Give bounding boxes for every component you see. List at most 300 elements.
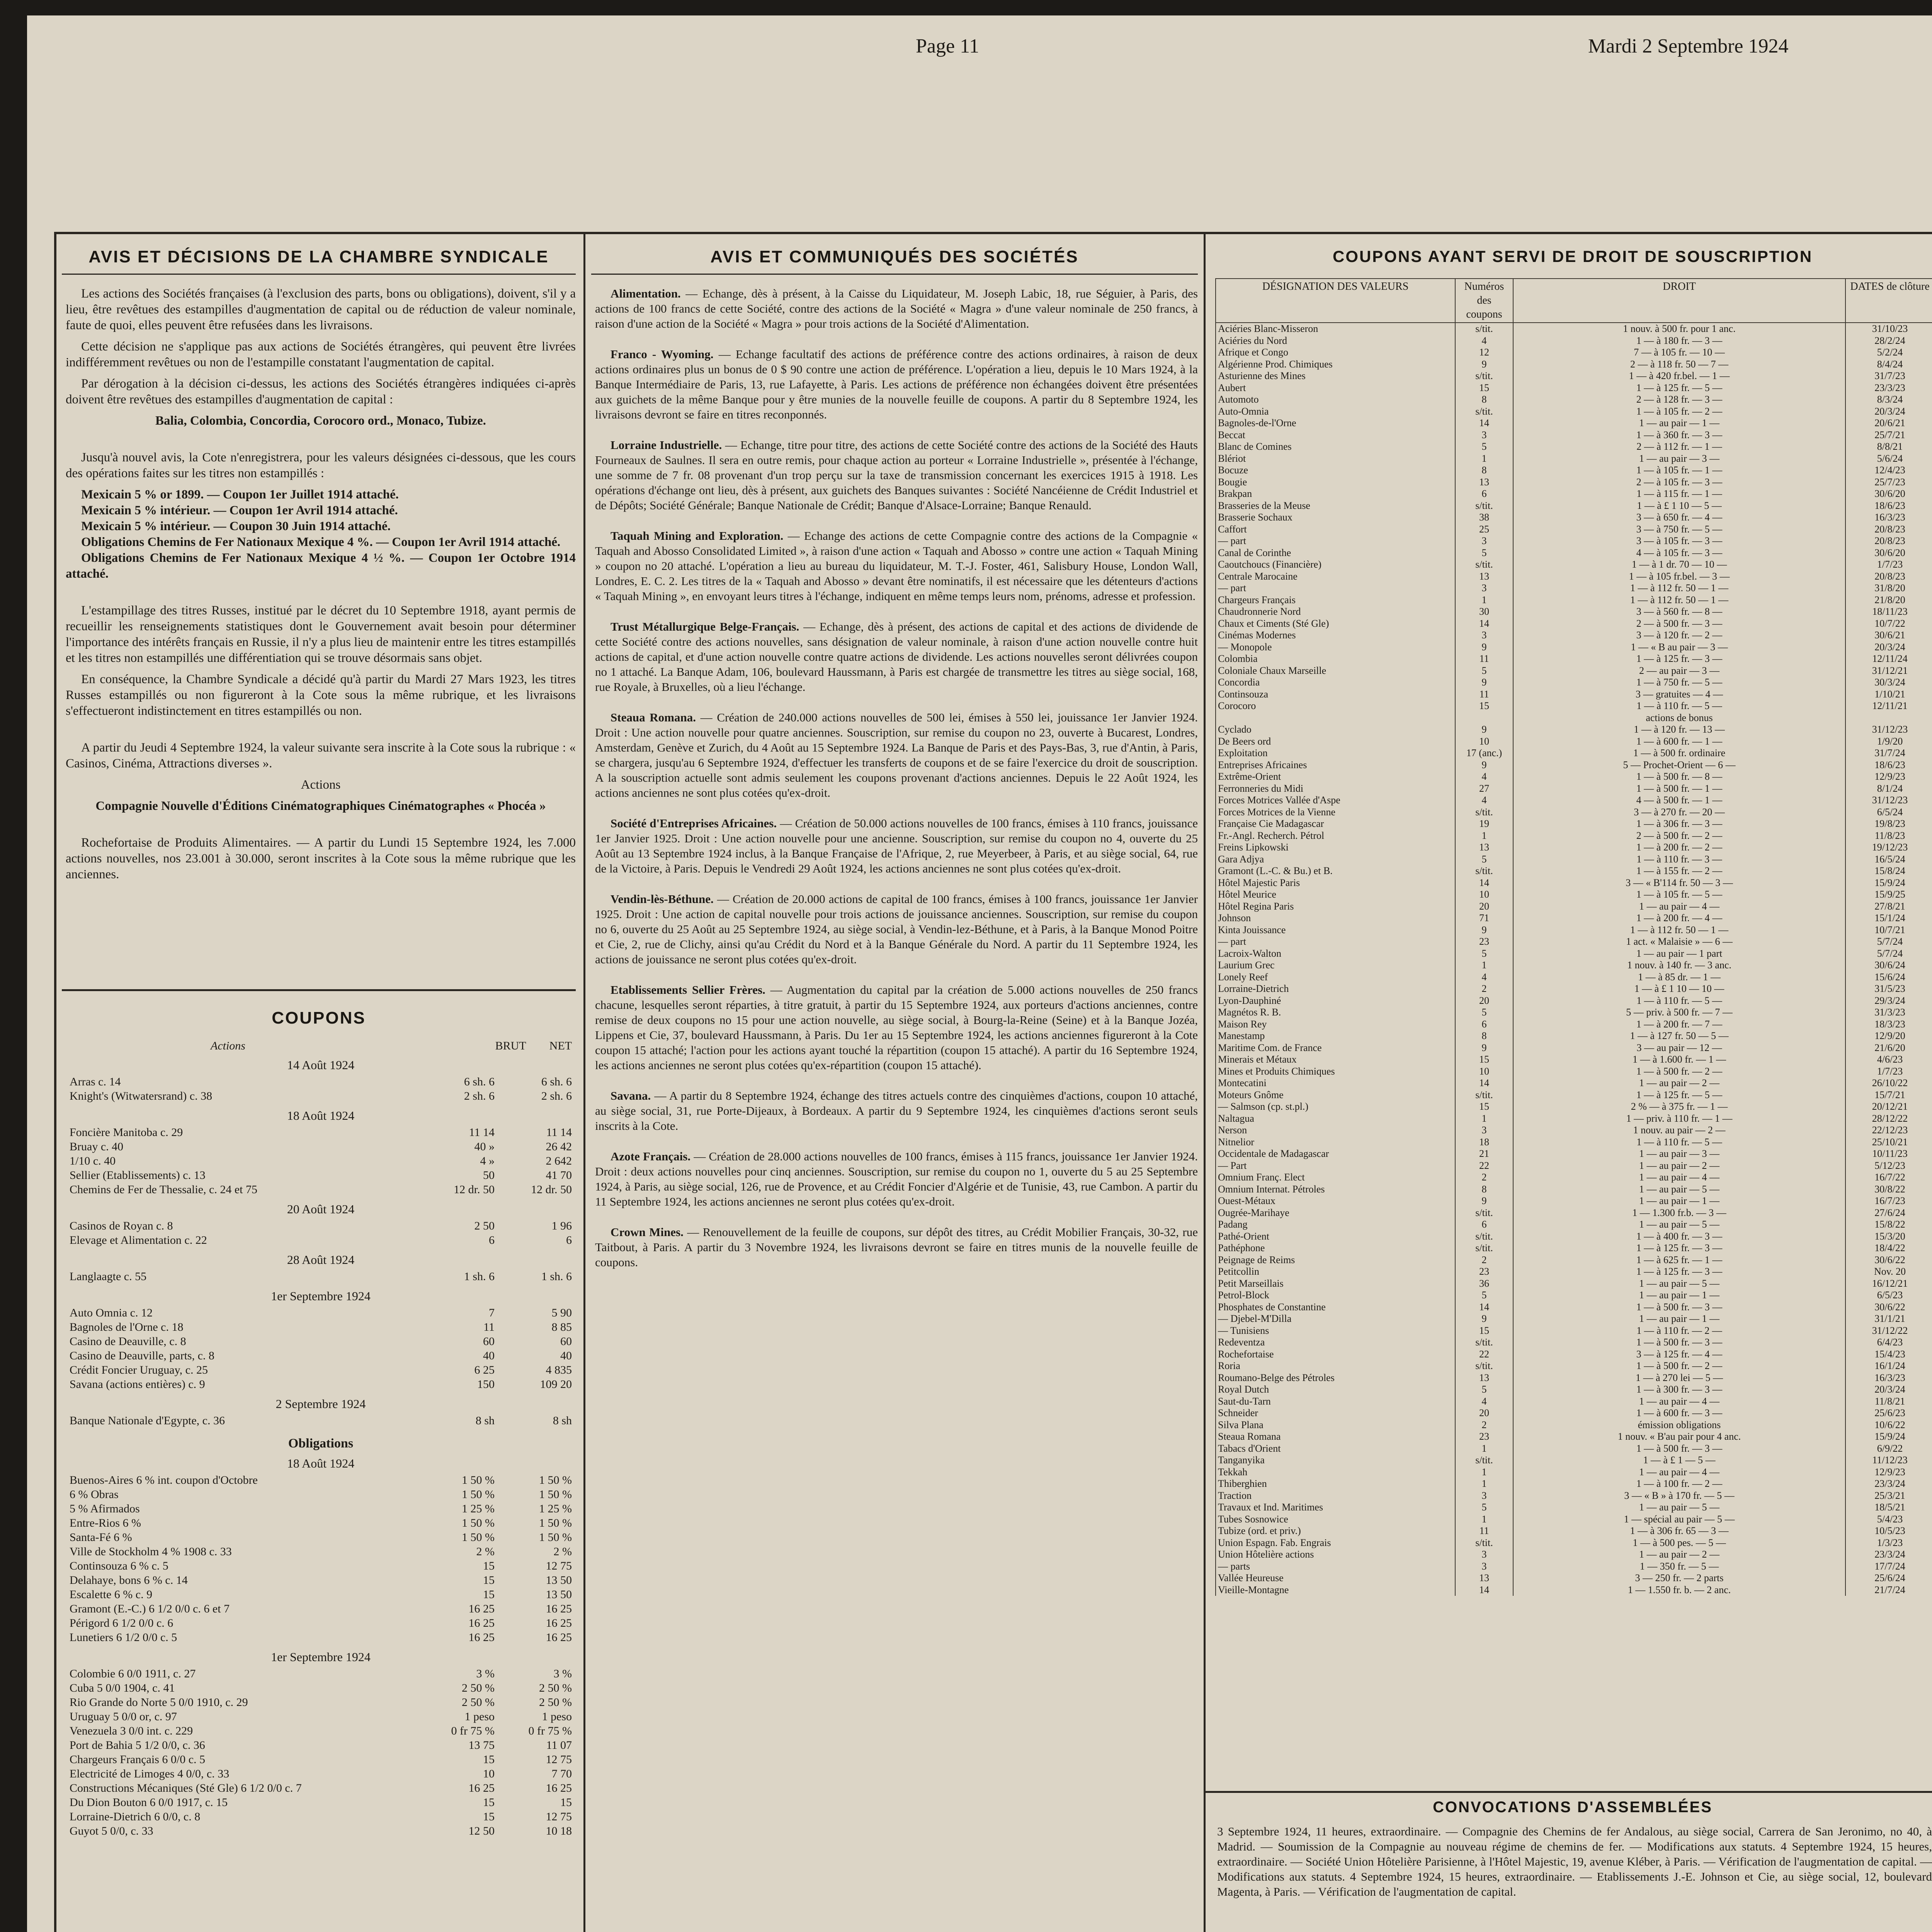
coupon-net: 2 50 % [539, 1696, 572, 1709]
souscr-droit: 1 — à 500 fr. ordinaire [1513, 747, 1845, 759]
souscr-num: 22 [1455, 1349, 1513, 1361]
souscr-row [1216, 1372, 1932, 1384]
coupon-brut: 50 [483, 1169, 495, 1182]
souscr-droit: 1 act. « Malaisie » — 6 — [1513, 936, 1845, 948]
coupon-name: Continsouza 6 % c. 5 [70, 1560, 168, 1572]
souscr-num: 13 [1455, 1572, 1513, 1584]
souscr-droit: 1 — au pair — 2 — [1513, 1549, 1845, 1561]
coupon-name: Cuba 5 0/0 1904, c. 41 [70, 1682, 175, 1694]
souscr-droit: 1 — à £ 1 10 — 5 — [1513, 500, 1845, 512]
souscr-date: 16/7/23 [1845, 1195, 1932, 1207]
coupon-net: 12 75 [546, 1810, 572, 1823]
comm-item-text: — Création de 28.000 actions nouvelles de 100 francs, émises à 115 francs, jouissance 1er Janvier 1924. Droit : deux actions nouvelles pour cinq anciennes. Souscription, sur remise du coupon no 1, ouverte du 5 au 25 Septembre 1924, à Paris, au siège social, 126, rue de Provence, et au Crédit Foncier d'Algérie et de Tunisie, 43, rue Cambon. A partir du 11 Septembre 1924, les actions anciennes ne seront plus cotées qu'ex-droit. [595, 1150, 1198, 1208]
souscr-date: 5/7/24 [1845, 948, 1932, 960]
souscr-droit: 1 — au pair — 5 — [1513, 1184, 1845, 1196]
avis-mex-0: Mexicain 5 % or 1899. — Coupon 1er Juillet 1914 attaché. [81, 488, 399, 502]
souscr-name: Aciéries du Nord [1216, 335, 1455, 347]
souscr-row [1216, 1561, 1932, 1573]
souscr-droit: 1 — à 112 fr. 50 — 1 — [1513, 594, 1845, 606]
souscr-date: 31/5/23 [1845, 983, 1932, 995]
souscr-name: Française Cie Madagascar [1216, 818, 1455, 830]
souscr-row [1216, 1077, 1932, 1089]
souscr-name: — Monopole [1216, 641, 1455, 653]
coupon-name: Knight's (Witwatersrand) c. 38 [70, 1090, 213, 1102]
souscr-name: Silva Plana [1216, 1419, 1455, 1431]
souscr-date: 15/9/25 [1845, 889, 1932, 901]
souscr-name: Occidentale de Madagascar [1216, 1148, 1455, 1160]
coupon-brut: 2 sh. 6 [464, 1090, 495, 1102]
souscr-row [1216, 347, 1932, 359]
souscr-droit: 1 nouv. à 140 fr. — 3 anc. [1513, 959, 1845, 971]
souscr-droit: 1 — à 1.600 fr. — 1 — [1513, 1054, 1845, 1066]
coupon-net: 11 14 [546, 1126, 572, 1139]
souscr-droit: 2 — à 112 fr. — 1 — [1513, 441, 1845, 453]
souscr-row [1216, 1419, 1932, 1431]
souscr-row [1216, 1136, 1932, 1148]
souscr-row [1216, 771, 1932, 783]
coupon-row [70, 1824, 572, 1838]
coupon-row [70, 1573, 572, 1587]
coupon-brut: 1 sh. 6 [464, 1270, 495, 1283]
souscr-droit: 7 — à 105 fr. — 10 — [1513, 347, 1845, 359]
page-date: Mardi 2 Septembre 1924 [1588, 35, 1789, 57]
souscr-date: 20/8/23 [1845, 535, 1932, 547]
souscr-name: Beccat [1216, 429, 1455, 441]
coupon-brut: 15 [483, 1588, 495, 1601]
souscr-droit: 1 — à 120 fr. — 13 — [1513, 724, 1845, 736]
souscr-row [1216, 665, 1932, 677]
souscr-num: 1 [1455, 594, 1513, 606]
souscr-date: 10/11/23 [1845, 1148, 1932, 1160]
coupon-net: 12 dr. 50 [531, 1183, 572, 1196]
souscr-num: s/tit. [1455, 865, 1513, 877]
coupon-net: 2 642 [546, 1155, 572, 1167]
comm-item-heading: Azote Français. [611, 1150, 691, 1163]
souscr-name: — part [1216, 936, 1455, 948]
souscr-row [1216, 359, 1932, 371]
souscr-num: 18 [1455, 1136, 1513, 1148]
souscr-num: 3 [1455, 1490, 1513, 1502]
coupon-name: Santa-Fé 6 % [70, 1531, 132, 1544]
souscr-droit: 1 — à 180 fr. — 3 — [1513, 335, 1845, 347]
souscr-name: Vallée Heureuse [1216, 1572, 1455, 1584]
coupon-name: Auto Omnia c. 12 [70, 1306, 153, 1319]
souscr-num: 14 [1455, 1584, 1513, 1596]
coupon-row [70, 1738, 572, 1752]
souscr-droit: 1 — au pair — 4 — [1513, 901, 1845, 913]
souscr-num: s/tit. [1455, 370, 1513, 382]
comm-item-heading: Savana. [611, 1089, 651, 1102]
souscr-num: 9 [1455, 1042, 1513, 1054]
souscr-date: 30/6/22 [1845, 1254, 1932, 1266]
souscr-row [1216, 936, 1932, 948]
coupon-brut: 2 50 % [462, 1682, 495, 1694]
coupon-row [70, 1587, 572, 1602]
souscr-date: 15/8/22 [1845, 1219, 1932, 1231]
souscr-num: 11 [1455, 689, 1513, 701]
souscr-row [1216, 524, 1932, 536]
souscr-row [1216, 453, 1932, 465]
souscr-droit: 1 — 350 fr. — 5 — [1513, 1561, 1845, 1573]
souscr-name: Entreprises Africaines [1216, 759, 1455, 771]
souscr-droit: 1 — à 155 fr. — 2 — [1513, 865, 1845, 877]
souscr-row [1216, 500, 1932, 512]
coupon-name: Port de Bahia 5 1/2 0/0, c. 36 [70, 1739, 205, 1752]
souscr-row [1216, 1042, 1932, 1054]
souscr-num: 5 [1455, 854, 1513, 866]
souscr-num: 9 [1455, 759, 1513, 771]
souscr-date: 23/3/23 [1845, 382, 1932, 394]
souscr-date: 6/4/23 [1845, 1337, 1932, 1349]
comm-item [595, 286, 1198, 331]
souscr-num: 1 [1455, 830, 1513, 842]
souscr-name: De Beers ord [1216, 736, 1455, 748]
souscr-num: s/tit. [1455, 806, 1513, 818]
souscr-droit: 4 — à 500 fr. — 1 — [1513, 794, 1845, 806]
souscr-name: Pathéphone [1216, 1242, 1455, 1254]
coupon-name: Arras c. 14 [70, 1075, 121, 1088]
coupon-name: Elevage et Alimentation c. 22 [70, 1234, 207, 1247]
souscr-name: Bocuze [1216, 464, 1455, 476]
coupons-actions-label: Actions [211, 1039, 245, 1052]
souscr-num: 5 [1455, 1007, 1513, 1019]
souscr-date: 23/3/24 [1845, 1478, 1932, 1490]
souscr-row [1216, 1219, 1932, 1231]
souscr-row [1216, 406, 1932, 418]
coupon-net: 4 835 [546, 1364, 572, 1376]
souscr-num: s/tit. [1455, 1231, 1513, 1243]
souscr-num: 6 [1455, 488, 1513, 500]
souscr-date: 16/12/21 [1845, 1278, 1932, 1290]
souscr-date: 11/12/23 [1845, 1454, 1932, 1466]
souscr-date: 23/3/24 [1845, 1549, 1932, 1561]
coupon-name: Foncière Manitoba c. 29 [70, 1126, 183, 1139]
souscr-row [1216, 1325, 1932, 1337]
souscr-date: 1/3/23 [1845, 1537, 1932, 1549]
souscr-name: Omnium Internat. Pétroles [1216, 1184, 1455, 1196]
comm-item-heading: Crown Mines. [611, 1225, 684, 1239]
souscr-droit: 1 — à 125 fr. — 3 — [1513, 653, 1845, 665]
coupon-name: Venezuela 3 0/0 int. c. 229 [70, 1725, 193, 1737]
coupon-row [70, 1681, 572, 1695]
souscr-name: Laurium Grec [1216, 959, 1455, 971]
souscr-name: — Djebel-M'Dilla [1216, 1313, 1455, 1325]
coupon-brut: 1 25 % [462, 1502, 495, 1515]
souscr-droit: 1 — au pair — 1 — [1513, 1195, 1845, 1207]
coupon-row [70, 1320, 572, 1334]
souscr-date: 31/12/23 [1845, 724, 1932, 736]
souscr-droit: 1 — à 500 fr. — 8 — [1513, 771, 1845, 783]
avis-p3b: Balia, Colombia, Concordia, Corocoro ord., Monaco, Tubize. [155, 414, 486, 428]
souscr-row [1216, 1019, 1932, 1031]
coupon-brut: 40 » [474, 1140, 495, 1153]
souscr-num: 12 [1455, 347, 1513, 359]
souscr-num: 20 [1455, 1407, 1513, 1419]
souscr-date: 20/8/23 [1845, 524, 1932, 536]
souscr-row [1216, 1242, 1932, 1254]
souscr-row [1216, 1490, 1932, 1502]
coupon-net: 1 50 % [539, 1531, 572, 1544]
souscr-num: 9 [1455, 1313, 1513, 1325]
souscr-date: 4/6/23 [1845, 1054, 1932, 1066]
souscr-droit: 1 — à 100 fr. — 2 — [1513, 1478, 1845, 1490]
coupon-net: 8 sh [553, 1414, 572, 1427]
comm-item [595, 1149, 1198, 1209]
coupon-row [70, 1089, 572, 1103]
comm-item-text: — Echange facultatif des actions de préférence contre des actions ordinaires, à raison de deux actions ordinaires plus un bonus de 0 $ 90 contre une action de préférence. L'opération a lieu, depuis le 10 Mars 1924, à la Banque Intermédiaire de Paris, 13, rue Lafayette, à Paris. Les actions de préférence non échangées doivent être présentées aux guichets de la même Banque pour y être munies de la nouvelle feuille de coupons. A partir du 8 Septembre 1924, les livraisons devront se faire en titres reconponnés. [595, 347, 1198, 421]
coupon-row [70, 1334, 572, 1349]
souscr-droit: 1 — à 110 fr. — 3 — [1513, 854, 1845, 866]
souscr-name: Rochefortaise [1216, 1349, 1455, 1361]
coupon-net: 1 peso [542, 1710, 572, 1723]
coupon-brut: 11 14 [469, 1126, 495, 1139]
souscr-name: Hôtel Majestic Paris [1216, 877, 1455, 889]
comm-item-text: — Echange, dès à présent, à la Caisse du Liquidateur, M. Joseph Labic, 18, rue Séguier, à Paris, des actions de 100 francs de cette Société, contre des actions de la Société « Magra » d'une valeur nominale de 250 francs, à raison d'une action de la Société « Magra » pour trois actions de la Société d'Alimentation. [595, 287, 1198, 330]
souscr-name: Ferronneries du Midi [1216, 783, 1455, 795]
souscr-name: Afrique et Congo [1216, 347, 1455, 359]
comm-item-text: — Augmentation du capital par la création de 5.000 actions nouvelles de 250 francs chacune, lesquelles seront réparties, à titre gratuit, à partir du 15 Septembre 1924, aux porteurs d'actions anciennes, contre remise de deux coupons no 15 pour une action nouvelle, au siège social, à Bourg-la-Reine (Seine) et à la Banque Jozéa, Lippens et Cie, 37, boulevard Haussmann, à Paris. Du 1er au 15 Septembre 1924, les actions anciennes figureront à la Cote coupon 15 attaché; l'action pour les actions ayant touché la répartition (coupon 15 attaché). A partir du 16 Septembre 1924, les actions anciennes ne seront plus cotées qu'ex-répartition (coupon 15 attaché). [595, 983, 1198, 1072]
comm-item-text: — Création de 20.000 actions de capital de 100 francs, émises à 100 francs, jouissance 1er Janvier 1925. Droit : Une action de capital nouvelle pour trois actions de jouissance anciennes. Souscription, sur remise du coupon no 6, ouverte du 25 Août au 25 Septembre 1924, au siège social, à Vendin-lez-Béthune, et à Paris, à la Banque Monod Poitre et Cie, 2, rue de Clichy, ainsi qu'au Crédit du Nord et à la Banque Générale du Nord. A partir du 11 Septembre 1924, les actions de jouissance ne seront plus cotées qu'ex-droit. [595, 892, 1198, 966]
coupon-brut: 16 25 [468, 1602, 495, 1615]
souscr-row [1216, 889, 1932, 901]
souscr-num: 38 [1455, 512, 1513, 524]
souscr-date: 31/12/23 [1845, 794, 1932, 806]
coupon-net: 1 25 % [539, 1502, 572, 1515]
souscr-num: 6 [1455, 1219, 1513, 1231]
coupon-brut: 3 % [476, 1667, 495, 1680]
souscr-droit: 1 — au pair — 5 — [1513, 1219, 1845, 1231]
souscr-name: Petit Marseillais [1216, 1278, 1455, 1290]
souscr-num: 5 [1455, 665, 1513, 677]
souscr-name: Blanc de Comines [1216, 441, 1455, 453]
souscr-date: 12/9/20 [1845, 1030, 1932, 1042]
souscr-droit: 1 — à 200 fr. — 7 — [1513, 1019, 1845, 1031]
souscr-date: 28/2/24 [1845, 335, 1932, 347]
souscr-num: 8 [1455, 1030, 1513, 1042]
souscr-name: Exploitation [1216, 747, 1455, 759]
comm-item [595, 1088, 1198, 1133]
souscr-name: Algérienne Prod. Chimiques [1216, 359, 1455, 371]
coupon-group-date: 18 Août 1924 [287, 1109, 355, 1122]
souscr-name: Continsouza [1216, 689, 1455, 701]
coupon-net: 1 96 [551, 1219, 572, 1232]
souscr-row [1216, 476, 1932, 488]
souscr-date: 11/8/21 [1845, 1396, 1932, 1408]
souscr-row [1216, 629, 1932, 641]
avis-title: AVIS ET DÉCISIONS DE LA CHAMBRE SYNDICALE [88, 247, 549, 266]
avis-p2: Cette décision ne s'applique pas aux actions de Sociétés étrangères, qui peuvent être livrées indifféremment revêtues ou non de l'estampille constatant l'augmentation de capital. [66, 340, 576, 369]
souscr-name: Bagnoles-de-l'Orne [1216, 417, 1455, 429]
souscr-num: 2 [1455, 1172, 1513, 1184]
comm-item-text: — A partir du 8 Septembre 1924, échange des titres actuels contre des cinquièmes d'actions, coupon 10 attaché, au siège social, 31, rue Porte-Dijeaux, à Bordeaux. A partir du 9 Septembre 1924, les cinquièmes d'actions seront seuls inscrits à la Cote. [595, 1089, 1198, 1133]
souscr-row [1216, 1572, 1932, 1584]
souscr-row [1216, 323, 1932, 335]
avis-p3: Par dérogation à la décision ci-dessus, les actions des Sociétés étrangères indiquées ci-après doivent être revêtues des estampilles d'augmentation de capital : [66, 377, 576, 406]
souscr-row [1216, 1525, 1932, 1537]
coupon-brut: 60 [483, 1335, 495, 1348]
souscr-date: 18/6/23 [1845, 500, 1932, 512]
coupon-row [70, 1233, 572, 1247]
souscr-title: COUPONS AYANT SERVI DE DROIT DE SOUSCRIPTION [1332, 247, 1813, 265]
souscr-name: Roumano-Belge des Pétroles [1216, 1372, 1455, 1384]
coupon-net: 2 50 % [539, 1682, 572, 1694]
souscr-num: 9 [1455, 359, 1513, 371]
souscr-date: 10/7/21 [1845, 924, 1932, 936]
coupon-net: 1 sh. 6 [541, 1270, 572, 1283]
souscr-num: 23 [1455, 936, 1513, 948]
souscr-name: Auto-Omnia [1216, 406, 1455, 418]
coupon-name: Langlaagte c. 55 [70, 1270, 147, 1283]
coupon-group-date: 18 Août 1924 [287, 1456, 355, 1470]
coupon-net: 0 fr 75 % [528, 1725, 572, 1737]
souscr-name: Aubert [1216, 382, 1455, 394]
souscr-droit: 1 — à 500 fr. — 2 — [1513, 1066, 1845, 1078]
souscr-date: 10/6/22 [1845, 1419, 1932, 1431]
souscr-num: 1 [1455, 959, 1513, 971]
souscr-row [1216, 1584, 1932, 1596]
souscr-num: 36 [1455, 1278, 1513, 1290]
souscr-date: 31/7/23 [1845, 370, 1932, 382]
souscr-date: 30/3/24 [1845, 677, 1932, 689]
souscr-name: Moteurs Gnôme [1216, 1089, 1455, 1101]
coupons-title: COUPONS [272, 1009, 366, 1027]
coupon-net: 109 20 [540, 1378, 572, 1391]
souscr-row [1216, 1148, 1932, 1160]
souscr-droit: 1 — à 1 dr. 70 — 10 — [1513, 559, 1845, 571]
souscr-row [1216, 959, 1932, 971]
souscr-name: Montecatini [1216, 1077, 1455, 1089]
avis-p7b: Compagnie Nouvelle d'Éditions Cinématographiques Cinématographes « Phocéa » [95, 799, 546, 813]
convoc-text: 3 Septembre 1924, 11 heures, extraordinaire. — Compagnie des Chemins de fer Andalous, au siège social, Carrera de San Jeronimo, no 40, à Madrid. — Soumission de la Compagnie au nouveau régime de chemins de fer. — Modifications aux statuts. 4 Septembre 1924, 15 heures, extraordinaire. — Société Union Hôtelière Parisienne, à l'Hôtel Majestic, 19, avenue Kléber, à Paris. — Vérification de l'augmentation de capital. — Modifications aux statuts. 4 Septembre 1924, 15 heures, extraordinaire. — Etablissements J.-E. Johnson et Cie, au siège social, 12, boulevard Magenta, à Paris. — Vérification de l'augmentation de capital. [1217, 1825, 1932, 1898]
souscr-name: Asturienne des Mines [1216, 370, 1455, 382]
souscr-name: Saut-du-Tarn [1216, 1396, 1455, 1408]
souscr-row [1216, 1007, 1932, 1019]
coupon-brut: 15 [483, 1753, 495, 1766]
coupon-brut: 1 50 % [462, 1531, 495, 1544]
souscr-num: 17 (anc.) [1455, 747, 1513, 759]
souscr-droit: 1 — à 500 fr. — 1 — [1513, 783, 1845, 795]
souscr-name: Petitcollin [1216, 1266, 1455, 1278]
souscr-name: Union Hôtelière actions [1216, 1549, 1455, 1561]
souscr-row [1216, 806, 1932, 818]
souscr-name: Chaux et Ciments (Sté Gle) [1216, 618, 1455, 630]
souscr-droit: 1 — au pair — 4 — [1513, 1172, 1845, 1184]
comm-item-text: — Renouvellement de la feuille de coupons, sur dépôt des titres, au Crédit Mobilier Français, 30-32, rue Taitbout, à Paris. A partir du 3 Novembre 1924, les livraisons devront se faire en titres munis de la nouvelle feuille de coupons. [595, 1225, 1198, 1269]
souscr-row [1216, 924, 1932, 936]
souscr-row [1216, 818, 1932, 830]
coupon-brut: 4 » [480, 1155, 495, 1167]
souscr-droit: 1 nouv. « B'au pair pour 4 anc. [1513, 1431, 1845, 1443]
coupon-name: Chargeurs Français 6 0/0 c. 5 [70, 1753, 206, 1766]
souscr-name: Nitnelior [1216, 1136, 1455, 1148]
souscr-name: Canal de Corinthe [1216, 547, 1455, 559]
coupon-net: 40 [560, 1349, 572, 1362]
souscr-row [1216, 948, 1932, 960]
coupon-name: Crédit Foncier Uruguay, c. 25 [70, 1364, 208, 1376]
souscr-name: Phosphates de Constantine [1216, 1301, 1455, 1313]
souscr-droit: 1 — à 500 fr. — 2 — [1513, 1360, 1845, 1372]
comm-item-text: — Création de 50.000 actions nouvelles de 100 francs, émises à 110 francs, jouissance 1er Janvier 1925. Droit : Une action nouvelle pour une ancienne. Souscription, sur remise du coupon no 4, ouverte du 25 Août au 13 Septembre 1924 inclus, à la Banque Française de l'Afrique, 2, rue Meyerbeer, à Paris, et au siège social, 64, rue de la Victoire, à Paris. Depuis le Vendredi 29 Août 1924, les actions anciennes ne sont plus cotées qu'ex-droit. [595, 816, 1198, 875]
souscr-date: 16/7/22 [1845, 1172, 1932, 1184]
souscr-name: Union Espagn. Fab. Engrais [1216, 1537, 1455, 1549]
souscr-droit: 2 % — à 375 fr. — 1 — [1513, 1101, 1845, 1113]
souscr-droit: 1 — à 500 pes. — 5 — [1513, 1537, 1845, 1549]
comm-item [595, 982, 1198, 1073]
souscr-droit: 2 — à 105 fr. — 3 — [1513, 476, 1845, 488]
souscr-row [1216, 1030, 1932, 1042]
souscr-name: Thiberghien [1216, 1478, 1455, 1490]
souscr-droit: 1 — à 500 fr. — 3 — [1513, 1337, 1845, 1349]
comm-item-text: — Echange des actions de cette Compagnie contre des actions de la Compagnie « Taquah and Abosso Consolidated Limited », à raison d'une action « Taquah and Abosso » contre une action « Taquah Mining » coupon no 20 attaché. L'opération a lieu au bureau du liquidateur, M. T.-J. Foster, 461, Salisbury House, London Wall, Londres, E. C. 2. Les titres de la « Taquah and Abosso » devant être nominatifs, il est nécessaire que les détenteurs d'actions « Taquah Mining », en envoyant leurs titres à l'échange, indiquent en même temps leurs nom, prénoms, adresse et profession. [595, 529, 1198, 603]
souscr-name: Royal Dutch [1216, 1384, 1455, 1396]
souscr-droit: 1 — au pair — 1 — [1513, 1313, 1845, 1325]
coupons-section [70, 1039, 572, 1838]
souscr-date: 21/6/20 [1845, 1042, 1932, 1054]
souscr-droit: 1 — à 200 fr. — 4 — [1513, 912, 1845, 924]
souscr-name: Minerais et Métaux [1216, 1054, 1455, 1066]
souscr-num: 1 [1455, 1478, 1513, 1490]
coupon-row [70, 1602, 572, 1616]
souscr-droit: 3 — à 560 fr. — 8 — [1513, 606, 1845, 618]
coupons-net-label: NET [549, 1039, 572, 1052]
souscr-droit: 1 — à 200 fr. — 2 — [1513, 842, 1845, 854]
souscr-date: 8/3/24 [1845, 394, 1932, 406]
souscr-date: 10/7/22 [1845, 618, 1932, 630]
souscr-droit: 1 — à 127 fr. 50 — 5 — [1513, 1030, 1845, 1042]
coupon-row [70, 1795, 572, 1810]
souscr-date: 16/3/23 [1845, 512, 1932, 524]
souscr-droit: 1 — à 125 fr. — 3 — [1513, 1242, 1845, 1254]
coupon-brut: 1 peso [464, 1710, 495, 1723]
coupon-net: 12 75 [546, 1560, 572, 1572]
souscr-num: 21 [1455, 1148, 1513, 1160]
souscr-date: 31/12/21 [1845, 665, 1932, 677]
souscr-name: Hôtel Regina Paris [1216, 901, 1455, 913]
souscr-droit: 2 — à 118 fr. 50 — 7 — [1513, 359, 1845, 371]
souscr-date: 12/11/24 [1845, 653, 1932, 665]
coupon-row [70, 1616, 572, 1630]
souscr-row [1216, 712, 1932, 724]
souscr-num: 5 [1455, 1289, 1513, 1301]
coupon-row [70, 1349, 572, 1363]
souscr-date: Nov. 20 [1845, 1266, 1932, 1278]
coupon-brut: 10 [483, 1767, 495, 1780]
coupon-name: Escalette 6 % c. 9 [70, 1588, 153, 1601]
coupon-net: 1 50 % [539, 1517, 572, 1529]
souscr-num: 8 [1455, 394, 1513, 406]
souscr-date: 25/7/21 [1845, 429, 1932, 441]
souscr-row [1216, 441, 1932, 453]
coupon-net: 16 25 [546, 1631, 572, 1644]
souscr-droit: 1 — au pair — 5 — [1513, 1278, 1845, 1290]
souscr-num: s/tit. [1455, 500, 1513, 512]
souscr-row [1216, 1089, 1932, 1101]
souscr-name: Automoto [1216, 394, 1455, 406]
souscr-date: 30/8/22 [1845, 1184, 1932, 1196]
coupon-row [70, 1487, 572, 1502]
souscr-name: Omnium Franç. Elect [1216, 1172, 1455, 1184]
coupon-group-date: 2 Septembre 1924 [276, 1397, 366, 1411]
souscr-date: 15/7/21 [1845, 1089, 1932, 1101]
souscr-date: 30/6/24 [1845, 959, 1932, 971]
souscr-num: s/tit. [1455, 1089, 1513, 1101]
souscr-row [1216, 1514, 1932, 1526]
souscr-col-name: DÉSIGNATION DES VALEURS [1216, 279, 1455, 323]
souscr-name [1216, 712, 1455, 724]
souscr-droit: 1 — à 112 fr. 50 — 1 — [1513, 582, 1845, 594]
souscr-name: — Salmson (cp. st.pl.) [1216, 1101, 1455, 1113]
souscr-date: 31/10/23 [1845, 323, 1932, 335]
